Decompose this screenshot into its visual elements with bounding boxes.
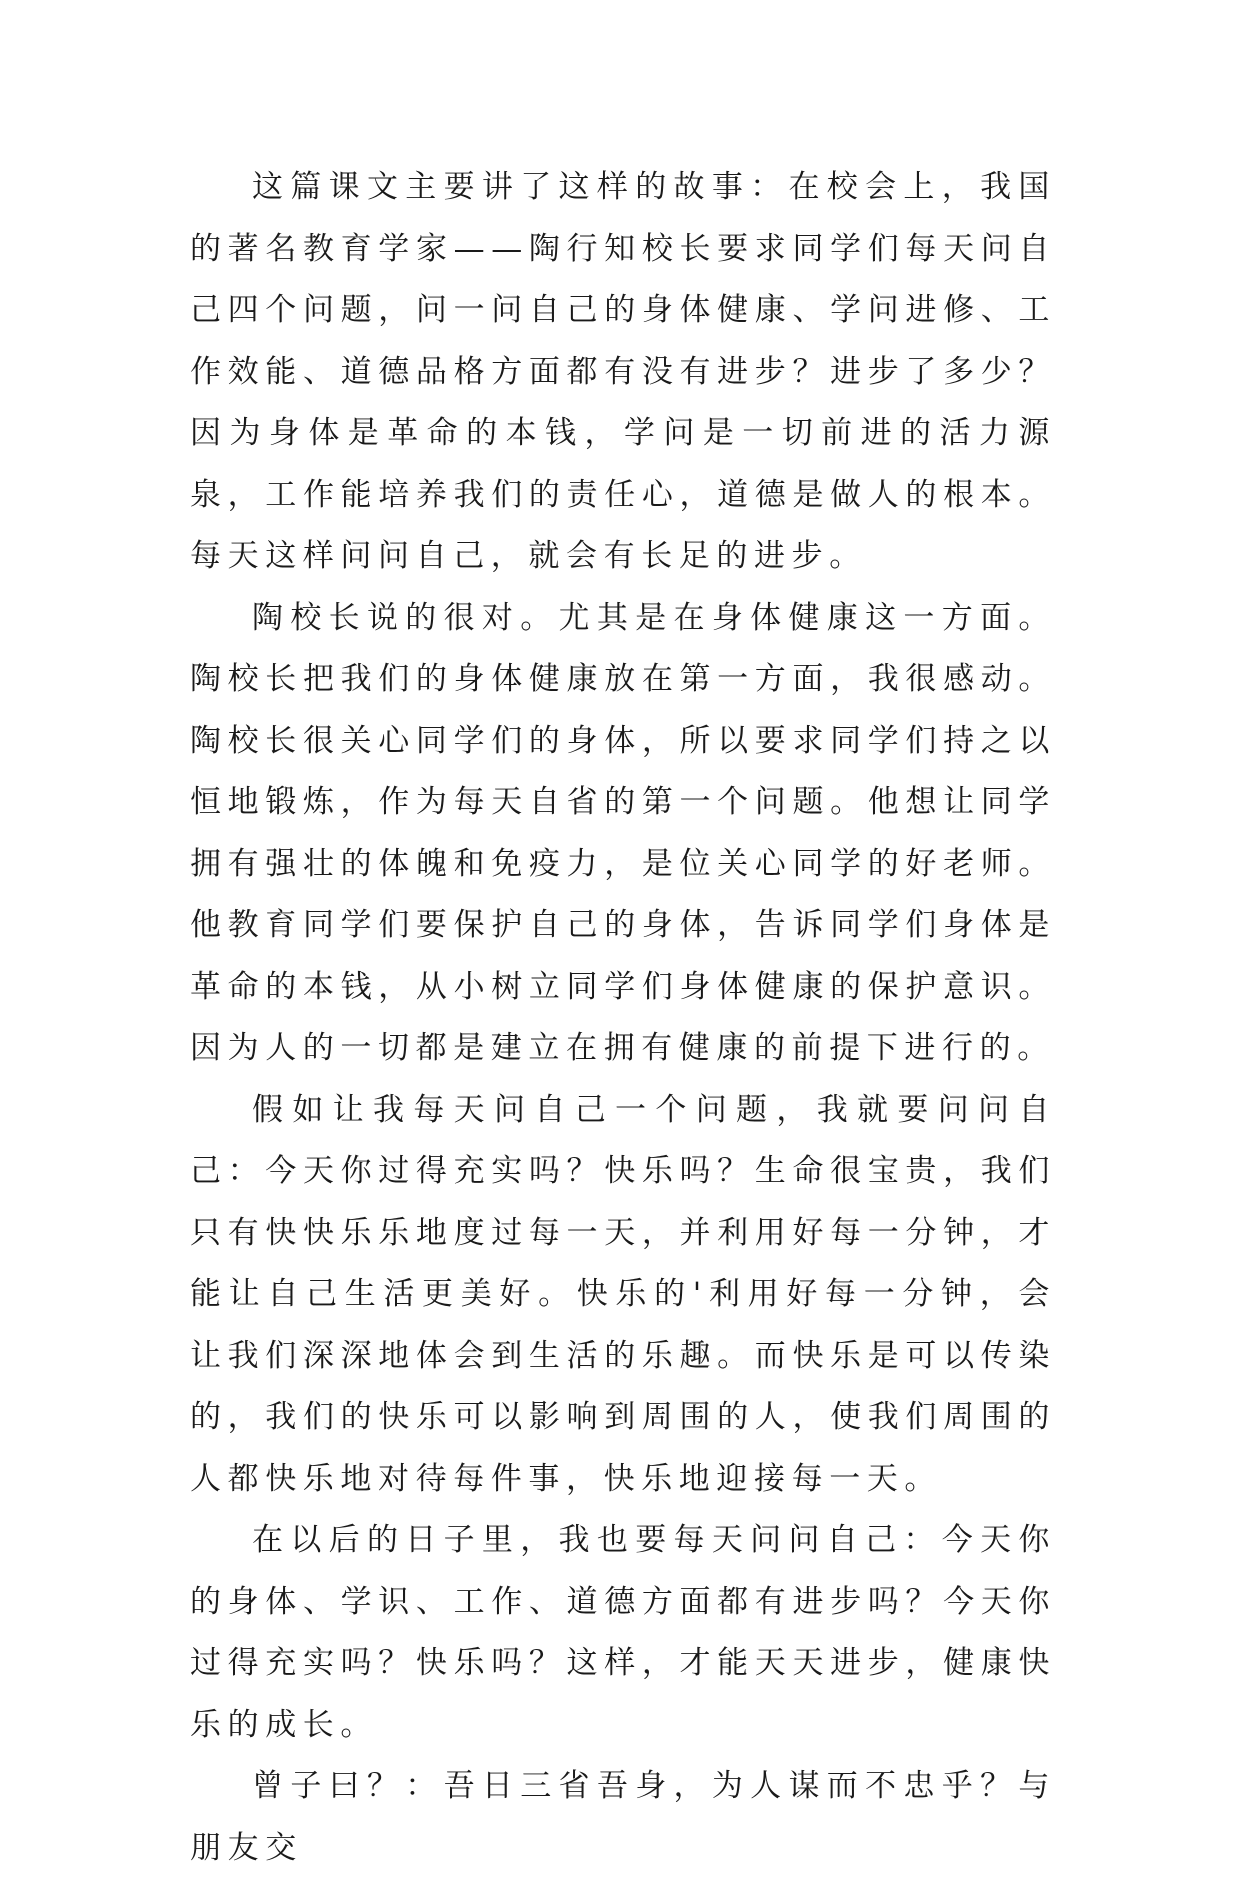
paragraph-health: 陶校长说的很对。尤其是在身体健康这一方面。陶校长把我们的身体健康放在第一方面，我很感动。陶校长很关心同学们的身体，所以要求同学们持之以恒地锻炼，作为每天自省的第一个问题。他想让同学拥有强壮的体魄和免疫力，是位关心同学的好老师。他教育同学们要保护自己的身体，告诉同学们身体是革命的本钱，从小树立同学们身体健康的保护意识。因为人的一切都是建立在拥有健康的前提下进行的。 [190, 599, 1056, 1066]
document-body [190, 157, 1056, 1879]
paragraph-quote: 曾子曰？：吾日三省吾身，为人谋而不忠乎？与朋友交 [190, 1768, 1056, 1866]
paragraph-happiness: 假如让我每天问自己一个问题，我就要问问自己：今天你过得充实吗？快乐吗？生命很宝贵，我们只有快快乐乐地度过每一天，并利用好每一分钟，才能让自己生活更美好。快乐的'利用好每一分钟，会让我们深深地体会到生活的乐趣。而快乐是可以传染的，我们的快乐可以影响到周围的人，使我们周围的人都快乐地对待每件事，快乐地迎接每一天。 [190, 1091, 1056, 1497]
paragraph-summary: 这篇课文主要讲了这样的故事：在校会上，我国的著名教育学家——陶行知校长要求同学们每天问自己四个问题，问一问自己的身体健康、学问进修、工作效能、道德品格方面都有没有进步？进步了多少？因为身体是革命的本钱，学问是一切前进的活力源泉，工作能培养我们的责任心，道德是做人的根本。每天这样问问自己，就会有长足的进步。 [190, 169, 1056, 574]
paragraph-resolution: 在以后的日子里，我也要每天问问自己：今天你的身体、学识、工作、道德方面都有进步吗？今天你过得充实吗？快乐吗？这样，才能天天进步，健康快乐的成长。 [190, 1522, 1056, 1743]
